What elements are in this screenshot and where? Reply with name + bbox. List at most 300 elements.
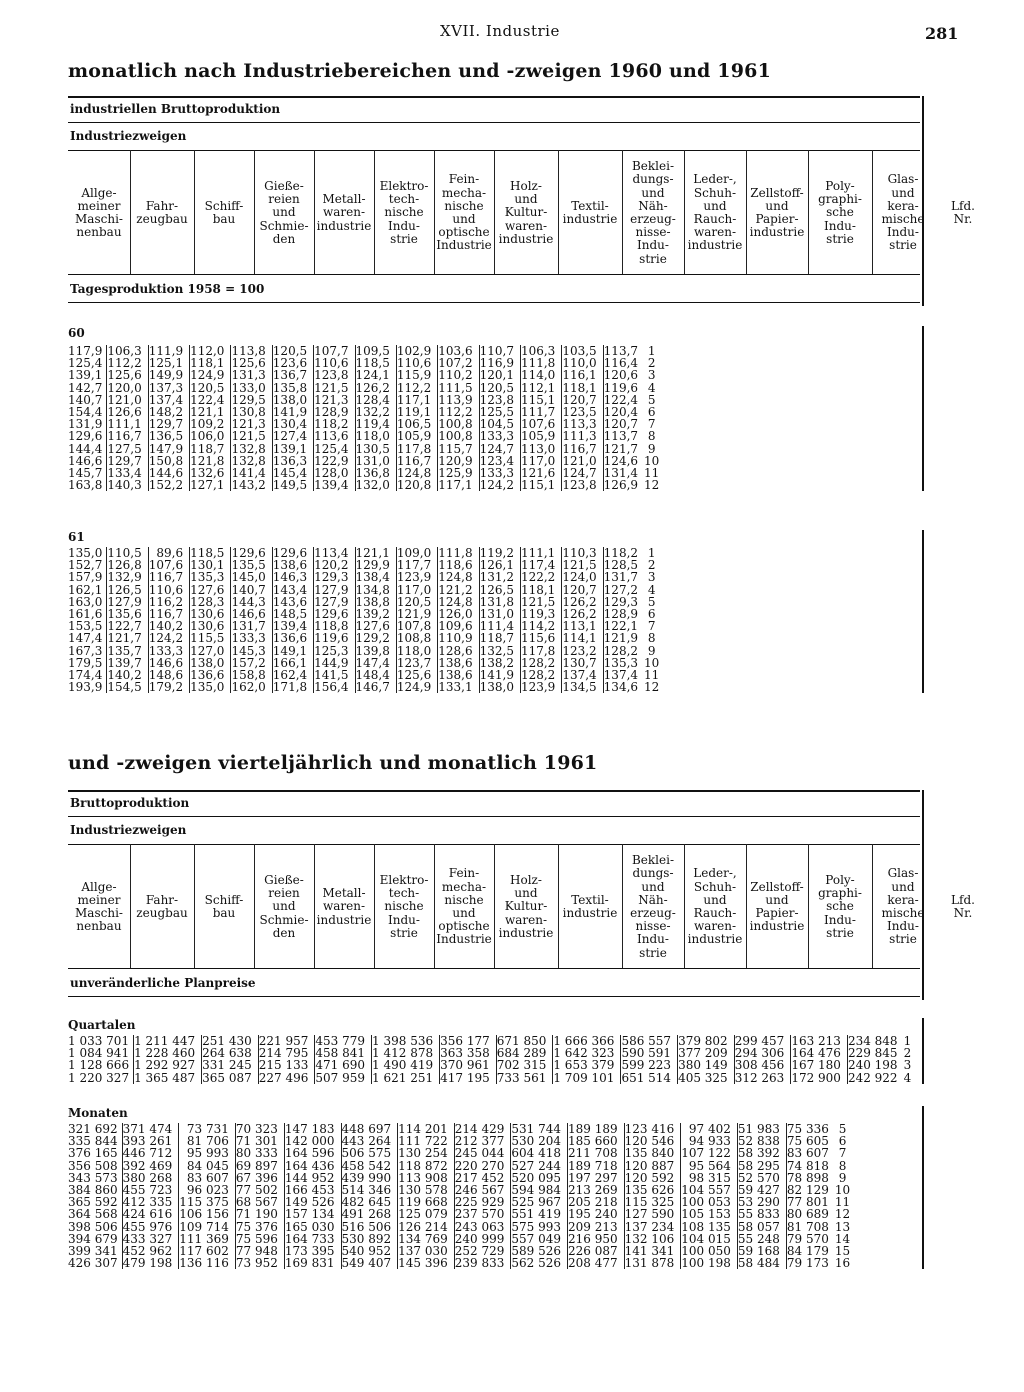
table-cell: 148,5 bbox=[272, 608, 313, 620]
table-row bbox=[68, 645, 659, 657]
table-cell: 110,6 bbox=[148, 584, 189, 596]
table-cell: 107,6 bbox=[148, 559, 189, 571]
row-number: 10 bbox=[834, 1183, 851, 1198]
table-cell: 135 840 bbox=[624, 1147, 681, 1159]
table-cell: 530 204 bbox=[511, 1135, 568, 1147]
table-cell: 158,8 bbox=[231, 669, 272, 681]
table-cell: 117,8 bbox=[520, 645, 561, 657]
table-cell: 156,4 bbox=[314, 681, 355, 693]
table-cell: 141,4 bbox=[231, 467, 272, 479]
header-label-sub: Industriezweigen bbox=[70, 823, 187, 837]
table-cell: 67 396 bbox=[235, 1172, 284, 1184]
row-number: 9 bbox=[647, 441, 656, 456]
column-header: Gieße- reien und Schmie- den bbox=[259, 872, 309, 940]
table-cell: 651 514 bbox=[621, 1072, 678, 1084]
table-cell: 144,3 bbox=[231, 596, 272, 608]
table-cell: 124,8 bbox=[438, 571, 479, 583]
table-cell: 135,0 bbox=[68, 546, 103, 560]
table-cell: 113,9 bbox=[438, 394, 479, 406]
table-cell: 81 706 bbox=[179, 1135, 236, 1147]
table-cell: 113,3 bbox=[562, 418, 603, 430]
table-row bbox=[68, 382, 659, 394]
column-header: Textil- industrie bbox=[562, 198, 618, 226]
table-cell: 104 015 bbox=[681, 1233, 738, 1245]
column-divider bbox=[558, 150, 559, 274]
table-cell: 234 848 bbox=[847, 1035, 903, 1047]
right-border bbox=[922, 790, 924, 1000]
table-cell: 141,5 bbox=[314, 669, 355, 681]
group-label: 61 bbox=[68, 530, 85, 544]
table-cell: 130 254 bbox=[398, 1147, 455, 1159]
table-cell: 134,6 bbox=[603, 681, 644, 693]
row-number: 5 bbox=[647, 392, 656, 407]
table-cell: 119 668 bbox=[398, 1196, 455, 1208]
table-cell: 52 838 bbox=[737, 1135, 786, 1147]
table-cell: 105,9 bbox=[520, 430, 561, 442]
column-header: Metall- waren- industrie bbox=[316, 192, 372, 233]
table-cell: 130,7 bbox=[562, 657, 603, 669]
table-cell: 162,1 bbox=[68, 582, 103, 597]
table-cell: 124,9 bbox=[190, 369, 231, 381]
table-cell: 126,5 bbox=[107, 584, 148, 596]
table-cell: 113,4 bbox=[314, 547, 355, 559]
table-cell: 118,0 bbox=[396, 645, 437, 657]
unit-label: Tagesproduktion 1958 = 100 bbox=[70, 282, 265, 296]
table-cell: 458 542 bbox=[341, 1160, 398, 1172]
table-cell: 146,3 bbox=[272, 571, 313, 583]
table-cell: 136,6 bbox=[272, 632, 313, 644]
table-cell: 135,7 bbox=[107, 645, 148, 657]
table-cell: 118,1 bbox=[190, 357, 231, 369]
table-cell: 138,2 bbox=[479, 657, 520, 669]
table-cell: 83 607 bbox=[786, 1147, 835, 1159]
table-cell: 110,9 bbox=[438, 632, 479, 644]
table-cell: 174,4 bbox=[68, 668, 103, 683]
table-cell: 229 845 bbox=[847, 1047, 903, 1059]
row-number: 11 bbox=[644, 466, 660, 481]
table-cell: 116,1 bbox=[562, 369, 603, 381]
table-cell: 115,1 bbox=[520, 479, 561, 491]
table-cell: 376 165 bbox=[68, 1146, 118, 1161]
table-cell: 163 213 bbox=[791, 1035, 848, 1047]
table-cell: 113,8 bbox=[231, 345, 272, 357]
table-cell: 111,8 bbox=[520, 357, 561, 369]
table-cell: 130,1 bbox=[190, 559, 231, 571]
right-border bbox=[922, 326, 924, 491]
table-cell: 98 315 bbox=[681, 1172, 738, 1184]
table-cell: 129,7 bbox=[148, 418, 189, 430]
table-cell: 148,2 bbox=[148, 406, 189, 418]
table-cell: 129,9 bbox=[355, 559, 396, 571]
table-cell: 479 198 bbox=[122, 1257, 179, 1269]
table-cell: 126,8 bbox=[107, 559, 148, 571]
table-cell: 439 990 bbox=[341, 1172, 398, 1184]
column-divider bbox=[374, 150, 375, 274]
table-cell: 115,5 bbox=[190, 632, 231, 644]
table-cell: 80 689 bbox=[786, 1208, 835, 1220]
table-cell: 106,5 bbox=[396, 418, 437, 430]
table-cell: 246 567 bbox=[454, 1184, 511, 1196]
table-cell: 124,7 bbox=[479, 443, 520, 455]
table-cell: 118,6 bbox=[438, 559, 479, 571]
table-cell: 393 261 bbox=[122, 1135, 179, 1147]
row-number: 3 bbox=[903, 1058, 912, 1073]
column-header: Glas- und kera- mische Indu- strie bbox=[881, 866, 925, 947]
header-rule bbox=[68, 302, 920, 303]
table-cell: 252 729 bbox=[454, 1245, 511, 1257]
column-divider bbox=[254, 150, 255, 274]
table-cell: 167 180 bbox=[791, 1059, 848, 1071]
table-cell: 82 129 bbox=[786, 1184, 835, 1196]
table-cell: 214 795 bbox=[258, 1047, 315, 1059]
table-cell: 157,2 bbox=[231, 657, 272, 669]
table-cell: 530 892 bbox=[341, 1233, 398, 1245]
table-cell: 120,9 bbox=[438, 455, 479, 467]
column-divider bbox=[194, 844, 195, 968]
table-cell: 142 000 bbox=[284, 1135, 341, 1147]
table-cell: 125,1 bbox=[148, 357, 189, 369]
column-header: Beklei- dungs- und Näh- erzeug- nisse- Indu- strie bbox=[630, 853, 676, 960]
table-cell: 136,8 bbox=[355, 467, 396, 479]
header-rule bbox=[68, 968, 920, 969]
table-cell: 113,1 bbox=[562, 620, 603, 632]
row-number: 9 bbox=[647, 643, 656, 658]
table-cell: 84 045 bbox=[179, 1160, 236, 1172]
table-cell: 138,8 bbox=[355, 596, 396, 608]
table-cell: 131,0 bbox=[479, 608, 520, 620]
table-cell: 129,3 bbox=[603, 596, 644, 608]
column-divider bbox=[684, 150, 685, 274]
table-cell: 117 602 bbox=[179, 1245, 236, 1257]
row-number: 9 bbox=[838, 1170, 847, 1185]
table-cell: 343 573 bbox=[68, 1170, 118, 1185]
table-cell: 137,4 bbox=[603, 669, 644, 681]
table-cell: 153,5 bbox=[68, 619, 103, 634]
table-cell: 119,2 bbox=[479, 547, 520, 559]
table-cell: 121,5 bbox=[314, 382, 355, 394]
table-cell: 110,6 bbox=[314, 357, 355, 369]
table-cell: 356 177 bbox=[440, 1035, 497, 1047]
table-cell: 141 341 bbox=[624, 1245, 681, 1257]
table-cell: 122,2 bbox=[520, 571, 561, 583]
table-cell: 132,0 bbox=[355, 479, 396, 491]
table-cell: 126 214 bbox=[398, 1221, 455, 1233]
table-cell: 89,6 bbox=[148, 547, 189, 559]
group-label: Monaten bbox=[68, 1106, 128, 1120]
table-cell: 365 592 bbox=[68, 1195, 118, 1210]
table-cell: 139,7 bbox=[107, 657, 148, 669]
column-header: Gieße- reien und Schmie- den bbox=[259, 178, 309, 246]
table-cell: 684 289 bbox=[496, 1047, 553, 1059]
table-cell: 1 642 323 bbox=[553, 1047, 621, 1059]
table-cell: 426 307 bbox=[68, 1256, 118, 1271]
table-cell: 138,0 bbox=[190, 657, 231, 669]
table-row bbox=[68, 369, 659, 381]
table-cell: 162,0 bbox=[231, 681, 272, 693]
table-cell: 167,3 bbox=[68, 643, 103, 658]
table-cell: 540 952 bbox=[341, 1245, 398, 1257]
table-row bbox=[68, 1208, 850, 1220]
table-cell: 106 156 bbox=[179, 1208, 236, 1220]
table-cell: 118,2 bbox=[314, 418, 355, 430]
table-cell: 128,0 bbox=[314, 467, 355, 479]
table-cell: 123,5 bbox=[562, 406, 603, 418]
table-row bbox=[68, 584, 659, 596]
table-cell: 189 718 bbox=[568, 1160, 625, 1172]
table-cell: 77 502 bbox=[235, 1184, 284, 1196]
table-row bbox=[68, 571, 659, 583]
table-cell: 80 333 bbox=[235, 1147, 284, 1159]
table-cell: 131,4 bbox=[603, 467, 644, 479]
table-cell: 139,8 bbox=[355, 645, 396, 657]
table-cell: 73 952 bbox=[235, 1257, 284, 1269]
table-cell: 356 508 bbox=[68, 1158, 118, 1173]
column-divider bbox=[374, 844, 375, 968]
table-cell: 122,4 bbox=[603, 394, 644, 406]
row-number: 1 bbox=[647, 344, 656, 358]
table-cell: 124,2 bbox=[148, 632, 189, 644]
row-number: 1 bbox=[647, 546, 656, 560]
row-number: 5 bbox=[647, 594, 656, 609]
table-cell: 112,2 bbox=[107, 357, 148, 369]
table-cell: 551 419 bbox=[511, 1208, 568, 1220]
table-cell: 527 244 bbox=[511, 1160, 568, 1172]
row-number: 13 bbox=[834, 1219, 851, 1234]
header-rule bbox=[68, 274, 920, 275]
group-label: 60 bbox=[68, 326, 85, 340]
table-cell: 120,6 bbox=[603, 369, 644, 381]
table-cell: 100 198 bbox=[681, 1257, 738, 1269]
table-cell: 121,6 bbox=[520, 467, 561, 479]
table-cell: 118,5 bbox=[190, 547, 231, 559]
table-cell: 117,0 bbox=[520, 455, 561, 467]
column-divider bbox=[314, 150, 315, 274]
table-cell: 117,1 bbox=[438, 479, 479, 491]
table-row bbox=[68, 1072, 911, 1084]
table-cell: 120,7 bbox=[562, 584, 603, 596]
table-cell: 125,4 bbox=[314, 443, 355, 455]
table-cell: 83 607 bbox=[179, 1172, 236, 1184]
table-cell: 146,6 bbox=[68, 453, 103, 468]
row-number: 12 bbox=[644, 680, 660, 695]
table-cell: 140,2 bbox=[107, 669, 148, 681]
table-cell: 165 030 bbox=[284, 1221, 341, 1233]
table-cell: 147,4 bbox=[68, 631, 103, 646]
table-cell: 125,3 bbox=[314, 645, 355, 657]
table-cell: 126,6 bbox=[107, 406, 148, 418]
table-cell: 140,7 bbox=[68, 392, 103, 407]
table-cell: 671 850 bbox=[496, 1035, 553, 1047]
table1-title: monatlich nach Industriebereichen und -zweigen 1960 und 1961 bbox=[68, 60, 771, 82]
right-border bbox=[922, 530, 924, 693]
table-cell: 514 346 bbox=[341, 1184, 398, 1196]
table2-header bbox=[68, 790, 975, 1000]
table-cell: 107,7 bbox=[314, 345, 355, 357]
table-cell: 143,6 bbox=[272, 596, 313, 608]
table-cell: 405 325 bbox=[678, 1072, 735, 1084]
table-cell: 120 887 bbox=[624, 1160, 681, 1172]
column-header: Leder-, Schuh- und Rauch- waren- industrie bbox=[687, 866, 743, 947]
table-cell: 96 023 bbox=[179, 1184, 236, 1196]
table-cell: 1 292 927 bbox=[134, 1059, 202, 1071]
table-cell: 141,9 bbox=[479, 669, 520, 681]
table-cell: 1 666 366 bbox=[553, 1035, 621, 1047]
table-row bbox=[68, 1059, 911, 1071]
table-cell: 516 506 bbox=[341, 1221, 398, 1233]
table-cell: 110,0 bbox=[562, 357, 603, 369]
data-table bbox=[68, 1035, 911, 1084]
column-divider bbox=[684, 844, 685, 968]
table-cell: 121,5 bbox=[520, 596, 561, 608]
table-cell: 448 697 bbox=[341, 1123, 398, 1135]
table-cell: 209 213 bbox=[568, 1221, 625, 1233]
table-cell: 137,4 bbox=[148, 394, 189, 406]
column-header: Schiff- bau bbox=[204, 892, 244, 920]
table-cell: 446 712 bbox=[122, 1147, 179, 1159]
table-cell: 163,8 bbox=[68, 478, 103, 493]
table-cell: 106,3 bbox=[520, 345, 561, 357]
table-cell: 371 474 bbox=[122, 1123, 179, 1135]
row-number: 3 bbox=[647, 570, 656, 585]
table-cell: 124,9 bbox=[396, 681, 437, 693]
table-cell: 135,3 bbox=[603, 657, 644, 669]
row-number: 7 bbox=[647, 619, 656, 634]
table-cell: 212 377 bbox=[454, 1135, 511, 1147]
table-row bbox=[68, 681, 659, 693]
table-cell: 557 049 bbox=[511, 1233, 568, 1245]
table-cell: 128,6 bbox=[438, 645, 479, 657]
header-rule bbox=[68, 816, 920, 817]
table-cell: 149,9 bbox=[148, 369, 189, 381]
table-cell: 294 306 bbox=[734, 1047, 791, 1059]
table-cell: 139,4 bbox=[272, 620, 313, 632]
column-divider bbox=[808, 150, 809, 274]
table-cell: 112,1 bbox=[520, 382, 561, 394]
table-cell: 125,6 bbox=[396, 669, 437, 681]
table-cell: 130,5 bbox=[355, 443, 396, 455]
table-cell: 120,5 bbox=[272, 345, 313, 357]
table-cell: 130,4 bbox=[272, 418, 313, 430]
table-cell: 131,7 bbox=[231, 620, 272, 632]
table-cell: 154,4 bbox=[68, 405, 103, 420]
table-cell: 129,7 bbox=[107, 455, 148, 467]
table-cell: 377 209 bbox=[678, 1047, 735, 1059]
table-cell: 149,1 bbox=[272, 645, 313, 657]
table-cell: 120,5 bbox=[479, 382, 520, 394]
row-number: 8 bbox=[647, 631, 656, 646]
table-cell: 124,2 bbox=[479, 479, 520, 491]
column-divider bbox=[254, 844, 255, 968]
table-cell: 140,2 bbox=[148, 620, 189, 632]
table-cell: 507 959 bbox=[315, 1072, 372, 1084]
table-cell: 77 801 bbox=[786, 1196, 835, 1208]
table-cell: 134,8 bbox=[355, 584, 396, 596]
table-cell: 118,7 bbox=[479, 632, 520, 644]
table-cell: 110,3 bbox=[562, 547, 603, 559]
table-cell: 398 506 bbox=[68, 1219, 118, 1234]
table-cell: 145,7 bbox=[68, 466, 103, 481]
table-cell: 58 484 bbox=[737, 1257, 786, 1269]
table-cell: 136,5 bbox=[148, 430, 189, 442]
table-cell: 1 412 878 bbox=[372, 1047, 440, 1059]
table-cell: 164 733 bbox=[284, 1233, 341, 1245]
table-cell: 127,4 bbox=[272, 430, 313, 442]
row-number: 4 bbox=[647, 380, 656, 395]
table-cell: 117,9 bbox=[68, 344, 103, 358]
table-cell: 118,0 bbox=[355, 430, 396, 442]
table-cell: 111,9 bbox=[148, 345, 189, 357]
table-cell: 215 133 bbox=[258, 1059, 315, 1071]
table-cell: 590 591 bbox=[621, 1047, 678, 1059]
table-cell: 120 592 bbox=[624, 1172, 681, 1184]
table-cell: 133,3 bbox=[479, 467, 520, 479]
table-cell: 520 095 bbox=[511, 1172, 568, 1184]
table-cell: 127,9 bbox=[107, 596, 148, 608]
table-row bbox=[68, 1221, 850, 1233]
table-cell: 1 033 701 bbox=[68, 1034, 130, 1048]
table-cell: 132 106 bbox=[624, 1233, 681, 1245]
table-cell: 138,6 bbox=[272, 559, 313, 571]
table-cell: 103,6 bbox=[438, 345, 479, 357]
table-cell: 112,0 bbox=[190, 345, 231, 357]
table-cell: 225 929 bbox=[454, 1196, 511, 1208]
table-cell: 138,0 bbox=[272, 394, 313, 406]
row-number: 4 bbox=[903, 1070, 912, 1085]
table-cell: 240 999 bbox=[454, 1233, 511, 1245]
table2-title: und -zweigen vierteljährlich und monatlich 1961 bbox=[68, 752, 598, 774]
table-cell: 118 872 bbox=[398, 1160, 455, 1172]
table-cell: 111,1 bbox=[520, 547, 561, 559]
table-cell: 131,2 bbox=[479, 571, 520, 583]
table-cell: 105 153 bbox=[681, 1208, 738, 1220]
table-cell: 132,8 bbox=[231, 455, 272, 467]
column-header: Poly- graphi- sche Indu- strie bbox=[818, 178, 862, 246]
table-cell: 58 295 bbox=[737, 1160, 786, 1172]
table-cell: 121,9 bbox=[603, 632, 644, 644]
row-number: 6 bbox=[647, 607, 656, 622]
table-cell: 117,7 bbox=[396, 559, 437, 571]
header-rule bbox=[68, 996, 920, 997]
table-cell: 152,2 bbox=[148, 479, 189, 491]
table-cell: 702 315 bbox=[496, 1059, 553, 1071]
table-cell: 152,7 bbox=[68, 558, 103, 573]
column-divider bbox=[746, 150, 747, 274]
table-cell: 1 621 251 bbox=[372, 1072, 440, 1084]
table-cell: 146,6 bbox=[231, 608, 272, 620]
table-cell: 133,3 bbox=[479, 430, 520, 442]
table-cell: 120,7 bbox=[562, 394, 603, 406]
table-cell: 136 116 bbox=[179, 1257, 236, 1269]
table-cell: 126,2 bbox=[562, 608, 603, 620]
table-cell: 130,6 bbox=[190, 608, 231, 620]
table-cell: 119,4 bbox=[355, 418, 396, 430]
table-cell: 164 596 bbox=[284, 1147, 341, 1159]
table-cell: 121,0 bbox=[107, 394, 148, 406]
chapter-header: XVII. Industrie bbox=[440, 22, 560, 40]
table-cell: 127,6 bbox=[355, 620, 396, 632]
row-number: 2 bbox=[903, 1046, 912, 1061]
table-cell: 127,2 bbox=[603, 584, 644, 596]
table-cell: 113,6 bbox=[314, 430, 355, 442]
table-cell: 1 084 941 bbox=[68, 1046, 130, 1061]
table-cell: 128,9 bbox=[603, 608, 644, 620]
table-cell: 106,0 bbox=[190, 430, 231, 442]
table-cell: 102,9 bbox=[396, 345, 437, 357]
column-divider bbox=[622, 844, 623, 968]
table-cell: 118,1 bbox=[520, 584, 561, 596]
table-cell: 100 050 bbox=[681, 1245, 738, 1257]
table-cell: 129,5 bbox=[231, 394, 272, 406]
